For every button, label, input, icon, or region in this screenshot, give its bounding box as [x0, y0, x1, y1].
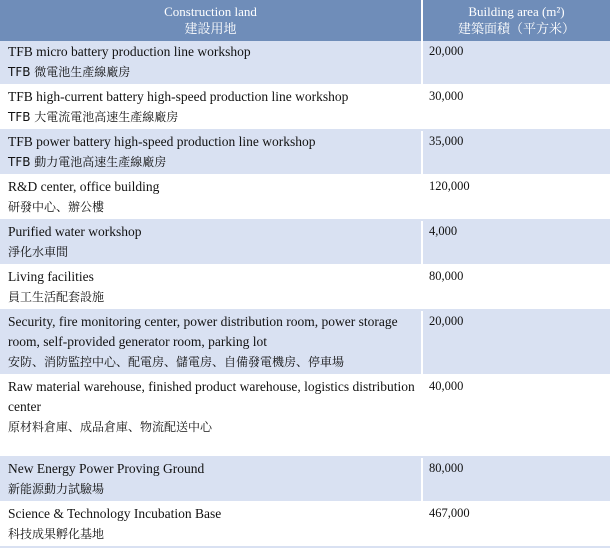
land-name-zh: TFB 大電流電池高速生產線廠房	[8, 110, 179, 124]
land-name-en: New Energy Power Proving Ground	[8, 461, 205, 476]
land-name-zh: 新能源動力試驗場	[8, 482, 105, 496]
table-row	[0, 220, 610, 265]
table-row	[0, 375, 610, 457]
land-name-zh: 淨化水車間	[8, 245, 69, 259]
header-land-en: Construction land	[164, 4, 257, 19]
area-cell: 4,000	[422, 220, 610, 265]
land-name-zh: TFB 微電池生產線廠房	[8, 65, 131, 79]
header-building-area	[422, 0, 610, 41]
land-name-zh: 科技成果孵化基地	[8, 527, 105, 541]
land-cell	[0, 457, 422, 502]
area-cell: 20,000	[422, 41, 610, 85]
table-row	[0, 175, 610, 220]
header-land-zh: 建設用地	[184, 21, 237, 36]
land-cell	[0, 85, 422, 130]
table-header	[0, 0, 610, 41]
area-cell: 30,000	[422, 85, 610, 130]
land-cell	[0, 265, 422, 310]
table-row	[0, 457, 610, 502]
area-cell: 467,000	[422, 502, 610, 547]
land-name-zh: 安防、消防監控中心、配電房、儲電房、自備發電機房、停車場	[8, 355, 345, 369]
area-cell: 80,000	[422, 457, 610, 502]
header-area-zh: 建築面積（平方米）	[457, 21, 575, 36]
land-cell	[0, 375, 422, 457]
table-body	[0, 41, 610, 547]
land-name-en: Security, fire monitoring center, power distribution room, power storage room, self-provided generator room, parking lot	[8, 314, 398, 349]
land-cell	[0, 41, 422, 85]
land-cell	[0, 175, 422, 220]
header-construction-land	[0, 0, 422, 41]
area-cell: 80,000	[422, 265, 610, 310]
table-row	[0, 85, 610, 130]
table-row	[0, 502, 610, 547]
land-name-zh: 員工生活配套設施	[8, 290, 105, 304]
land-name-en: Living facilities	[8, 269, 94, 284]
header-area-en: Building area (m²)	[468, 4, 565, 19]
land-cell	[0, 502, 422, 547]
land-name-en: TFB micro battery production line workshop	[8, 44, 251, 59]
land-name-zh: 研發中心、辦公樓	[8, 200, 105, 214]
area-cell: 20,000	[422, 310, 610, 375]
area-cell: 40,000	[422, 375, 610, 457]
land-name-en: Purified water workshop	[8, 224, 142, 239]
land-name-en: TFB power battery high-speed production line workshop	[8, 134, 316, 149]
area-cell: 35,000	[422, 130, 610, 175]
land-cell	[0, 220, 422, 265]
land-name-en: TFB high-current battery high-speed production line workshop	[8, 89, 349, 104]
land-name-zh: 原材料倉庫、成品倉庫、物流配送中心	[8, 420, 213, 434]
land-name-en: R&D center, office building	[8, 179, 160, 194]
land-name-en: Raw material warehouse, finished product warehouse, logistics distribution center	[8, 379, 415, 414]
land-name-en: Science & Technology Incubation Base	[8, 506, 222, 521]
table-row	[0, 130, 610, 175]
header-row	[0, 0, 610, 41]
table-row	[0, 265, 610, 310]
table-row	[0, 310, 610, 375]
table-row	[0, 41, 610, 85]
land-cell	[0, 310, 422, 375]
land-name-zh: TFB 動力電池高速生產線廠房	[8, 155, 167, 169]
area-cell: 120,000	[422, 175, 610, 220]
land-cell	[0, 130, 422, 175]
